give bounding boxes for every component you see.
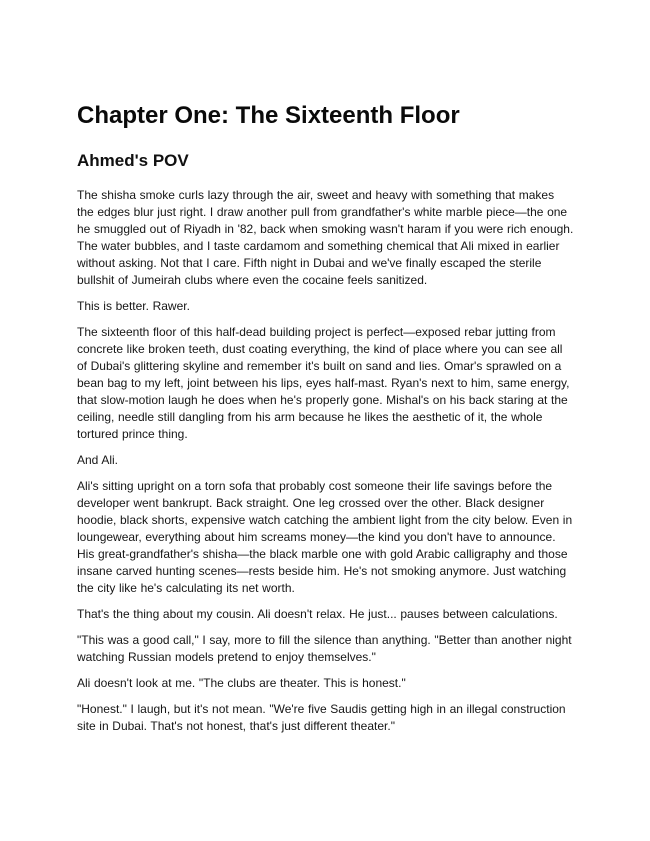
paragraph: Ali doesn't look at me. "The clubs are theater. This is honest."	[77, 676, 406, 690]
paragraph: Ali's sitting upright on a torn sofa that probably cost someone their life savings before the developer went bankrupt. Back straight. One leg crossed over the other. Black designer hoodie, black shorts, expensive watch catching the ambient light from the city below. Even in loungewear, everything about him screams money—the kind you don't have to announce. His great-grandfather's shisha—the black marble one with gold Arabic calligraphy and those insane carved hunting scenes—rests beside him. He's not smoking anymore. Just watching the city like he's calculating its net worth.	[77, 479, 573, 595]
paragraph: This is better. Rawer.	[77, 299, 190, 313]
document-body	[77, 187, 574, 735]
pov-heading: Ahmed's POV	[77, 151, 189, 170]
paragraph: And Ali.	[77, 453, 118, 467]
paragraph: That's the thing about my cousin. Ali doesn't relax. He just... pauses between calculations.	[77, 607, 558, 621]
paragraph: The sixteenth floor of this half-dead building project is perfect—exposed rebar jutting from concrete like broken teeth, dust coating everything, the kind of place where you can see all of Dubai's glittering skyline and remember it's built on sand and lies. Omar's sprawled on a bean bag to my left, joint between his lips, eyes half-mast. Ryan's next to him, same energy, that slow-motion laugh he does when he's properly gone. Mishal's on his back staring at the ceiling, needle still dangling from his arm because he likes the aesthetic of it, the whole tortured prince thing.	[77, 325, 570, 441]
paragraph: "Honest." I laugh, but it's not mean. "We're five Saudis getting high in an illegal construction site in Dubai. That's not honest, that's just different theater."	[77, 702, 566, 733]
paragraph: "This was a good call," I say, more to fill the silence than anything. "Better than another night watching Russian models pretend to enjoy themselves."	[77, 633, 572, 664]
chapter-title: Chapter One: The Sixteenth Floor	[77, 102, 460, 129]
paragraph: The shisha smoke curls lazy through the air, sweet and heavy with something that makes the edges blur just right. I draw another pull from grandfather's white marble piece—the one he smuggled out of Riyadh in '82, back when smoking wasn't haram if you were rich enough. The water bubbles, and I taste cardamom and something chemical that Ali mixed in earlier without asking. Not that I care. Fifth night in Dubai and we've finally escaped the sterile bullshit of Jumeirah clubs where even the cocaine feels sanitized.	[77, 188, 574, 287]
